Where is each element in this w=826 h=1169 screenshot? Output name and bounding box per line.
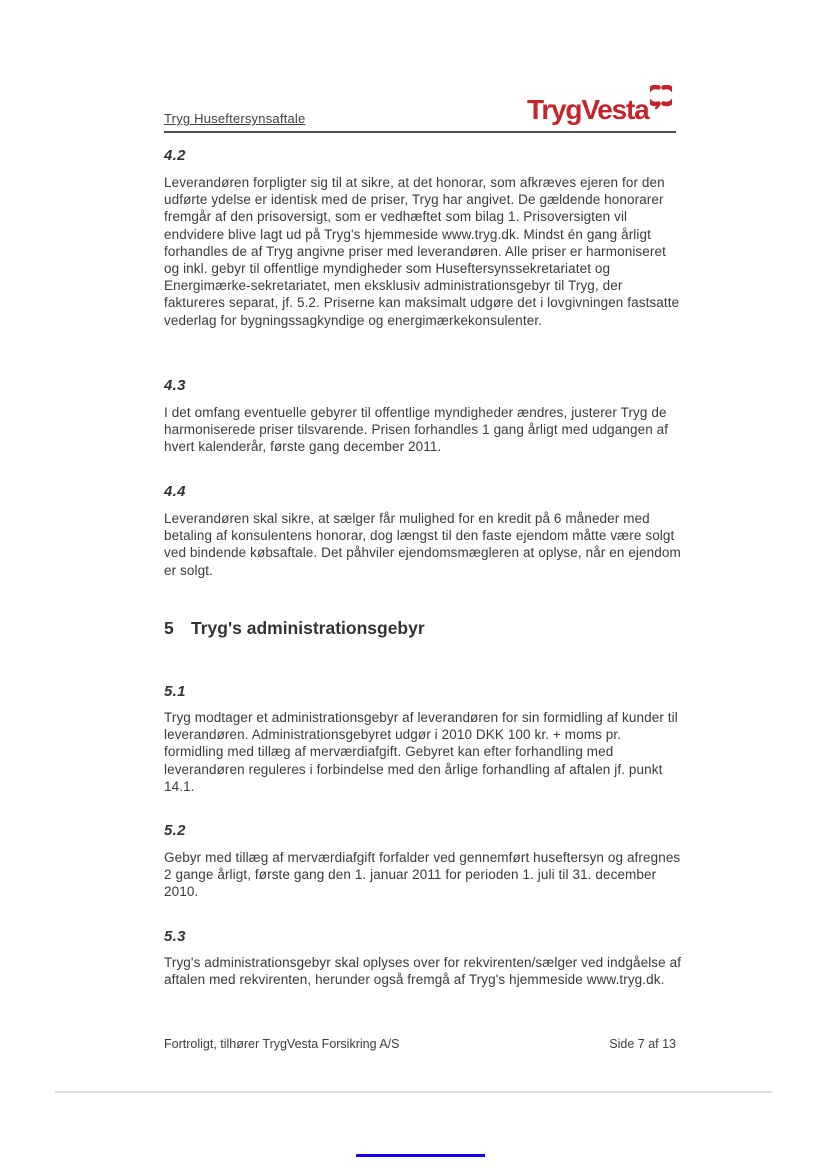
chapter-heading-5: [164, 618, 425, 639]
footer-confidentiality-text: Fortroligt, tilhører TrygVesta Forsikring A/S: [164, 1037, 400, 1051]
header-divider: [164, 131, 676, 133]
document-title: Tryg Huseftersynsaftale: [164, 111, 306, 126]
section-body-5-3: Tryg's administrationsgebyr skal oplyses over for rekvirenten/sælger ved indgåelse af aftalen med rekvirenten, herunder også fremgå af Tryg's hjemmeside www.tryg.dk.: [164, 955, 682, 988]
page-footer: [164, 1037, 676, 1051]
section-heading-5-3: 5.3: [164, 928, 186, 945]
section-body-5-1: Tryg modtager et administrationsgebyr af leverandøren for sin formidling af kunder til leverandøren. Administrationsgebyret udgør i 2010 DKK 100 kr. + moms pr. formidling med tillæg af merværdiafgift. Gebyret kan efter forhandling med leverandøren reguleres i forbindelse med den årlige forhandling af aftalen jf. punkt 14.1.: [164, 710, 678, 794]
section-heading-4-2: 4.2: [164, 147, 186, 164]
brand-embrace-circle-icon: [650, 85, 672, 109]
section-heading-4-4: 4.4: [164, 483, 186, 500]
chapter-title: Tryg's administrationsgebyr: [191, 618, 425, 638]
section-heading-4-3: 4.3: [164, 377, 186, 394]
trygvesta-logo-text: TrygVesta: [527, 94, 649, 125]
section-body-4-2: Leverandøren forpligter sig til at sikre, at det honorar, som afkræves ejeren for den udførte ydelse er identisk med de priser, Tryg har angivet. De gældende honorarer fremgår af den prisoversigt, som er vedhæftet som bilag 1. Prisoversigten vil endvidere blive lagt ud på Tryg's hjemmeside www.tryg.dk. Mindst én gang årligt forhandles de af Tryg angivne priser med leverandøren. Alle priser er harmoniseret og inkl. gebyr til offentlige myndigheder som Huseftersynssekretariatet og Energimærke-sekretariatet, men eksklusiv administrationsgebyr til Tryg, der faktureres separat, jf. 5.2. Priserne kan maksimalt udgøre det i lovgivningen fastsatte vederlag for bygningssagkyndige og energimærkekonsulenter.: [164, 175, 680, 328]
section-body-5-2: Gebyr med tillæg af merværdiafgift forfalder ved gennemført huseftersyn og afregnes 2 gange årligt, første gang den 1. januar 2011 for perioden 1. juli til 31. december 2010.: [164, 850, 681, 900]
page-edge-line: [55, 1091, 772, 1093]
section-heading-5-2: 5.2: [164, 822, 186, 839]
footer-page-indicator: Side 7 af 13: [609, 1037, 676, 1051]
bottom-link-underline[interactable]: [356, 1154, 485, 1157]
section-body-4-3: I det omfang eventuelle gebyrer til offentlige myndigheder ændres, justerer Tryg de harmoniserede priser tilsvarende. Prisen forhandles 1 gang årligt med udgangen af hvert kalenderår, første gang december 2011.: [164, 405, 669, 455]
section-body-4-4: Leverandøren skal sikre, at sælger får mulighed for en kredit på 6 måneder med betaling af konsulentens honorar, dog længst til den faste ejendom måtte være solgt ved bindende købsaftale. Det påhviler ejendomsmægleren at oplyse, når en ejendom er solgt.: [164, 511, 681, 578]
chapter-number: 5: [164, 618, 174, 638]
section-heading-5-1: 5.1: [164, 683, 186, 700]
